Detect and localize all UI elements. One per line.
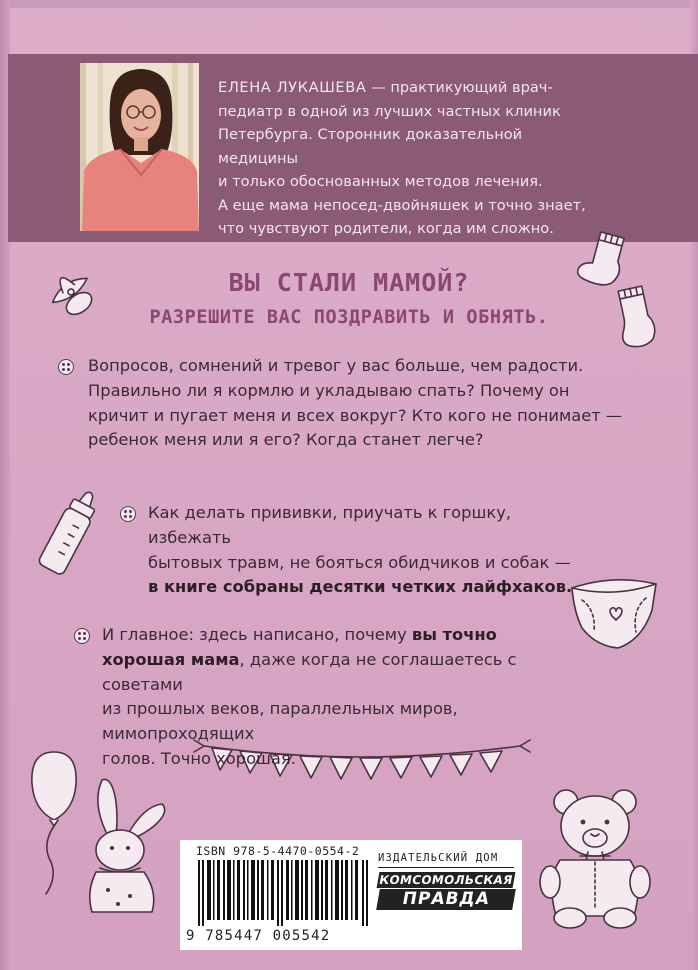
p3-line-3: из прошлых веков, параллельных миров, мимопроходящих bbox=[102, 699, 458, 744]
p3-post-2: , даже когда не соглашаетесь с советами bbox=[102, 649, 517, 694]
author-name: ЕЛЕНА ЛУКАШЕВА bbox=[218, 79, 367, 96]
button-bullet-icon bbox=[120, 506, 136, 522]
publisher-middle: КОМСОМОЛЬСКАЯ bbox=[378, 873, 514, 887]
author-bio-line-4: и только обоснованных методов лечения. bbox=[218, 173, 543, 190]
author-photo bbox=[80, 63, 199, 231]
p1-line-1: Вопросов, сомнений и тревог у вас больше, чем радости. bbox=[88, 356, 584, 375]
baby-sock-icon bbox=[610, 282, 662, 352]
author-bio-line-2: педиатр в одной из лучших частных клиник bbox=[218, 102, 561, 120]
p3-pre: И главное: здесь написано, почему bbox=[102, 625, 412, 644]
author-bio bbox=[218, 76, 598, 241]
barcode-icon bbox=[198, 860, 368, 926]
p1-line-4: ребенок меня или я его? Когда станет легче? bbox=[88, 430, 484, 450]
author-bio-line-1: — практикующий врач- bbox=[366, 79, 553, 96]
bunny-toy-icon bbox=[72, 772, 172, 922]
p1-line-2: Правильно ли я кормлю и укладываю спать? Почему он bbox=[88, 380, 570, 400]
author-bio-line-3: Петербурга. Сторонник доказательной медицины bbox=[218, 126, 523, 167]
author-portrait-icon bbox=[80, 63, 199, 231]
p2-line-2: бытовых травм, не бояться обидчиков и собак — bbox=[148, 552, 571, 572]
publisher-bottom: ПРАВДА bbox=[376, 889, 516, 910]
p2-bold: в книге собраны десятки четких лайфхаков. bbox=[148, 577, 573, 597]
button-bullet-icon bbox=[58, 359, 74, 375]
author-bio-line-5: А еще мама непосед-двойняшек и точно знает, bbox=[218, 196, 586, 214]
publisher-top: ИЗДАТЕЛЬСКИЙ ДОМ bbox=[378, 852, 514, 868]
cover-edge-top bbox=[0, 0, 698, 8]
p3-bold-2: хорошая мама bbox=[102, 649, 240, 669]
p2-line-1: Как делать прививки, приучать к горшку, избежать bbox=[148, 503, 512, 547]
isbn-label: ISBN 978-5-4470-0554-2 bbox=[196, 844, 360, 858]
p1-line-3: кричит и пугает меня и всех вокруг? Кто кого не понимает — bbox=[88, 405, 623, 425]
barcode-panel bbox=[180, 840, 522, 950]
paragraph-good-mom bbox=[102, 623, 582, 772]
pacifier-icon bbox=[40, 262, 102, 322]
teddy-bear-icon bbox=[530, 780, 660, 930]
baby-bottle-icon bbox=[36, 486, 100, 584]
author-bio-line-6: что чувствуют родители, когда им сложно. bbox=[218, 220, 554, 237]
paragraph-questions bbox=[88, 354, 668, 453]
p3-line-4: голов. Точно хорошая. bbox=[102, 748, 296, 768]
headline-title: ВЫ СТАЛИ МАМОЙ? bbox=[228, 268, 470, 297]
button-bullet-icon bbox=[74, 628, 90, 644]
publisher-logo bbox=[378, 852, 514, 918]
baby-sock-icon bbox=[576, 228, 634, 290]
paragraph-lifehacks bbox=[148, 501, 588, 600]
barcode-number: 9 785447 005542 bbox=[186, 928, 331, 944]
p3-bold-1: вы точно bbox=[411, 625, 497, 644]
headline-subtitle: РАЗРЕШИТЕ ВАС ПОЗДРАВИТЬ И ОБНЯТЬ. bbox=[149, 307, 549, 328]
